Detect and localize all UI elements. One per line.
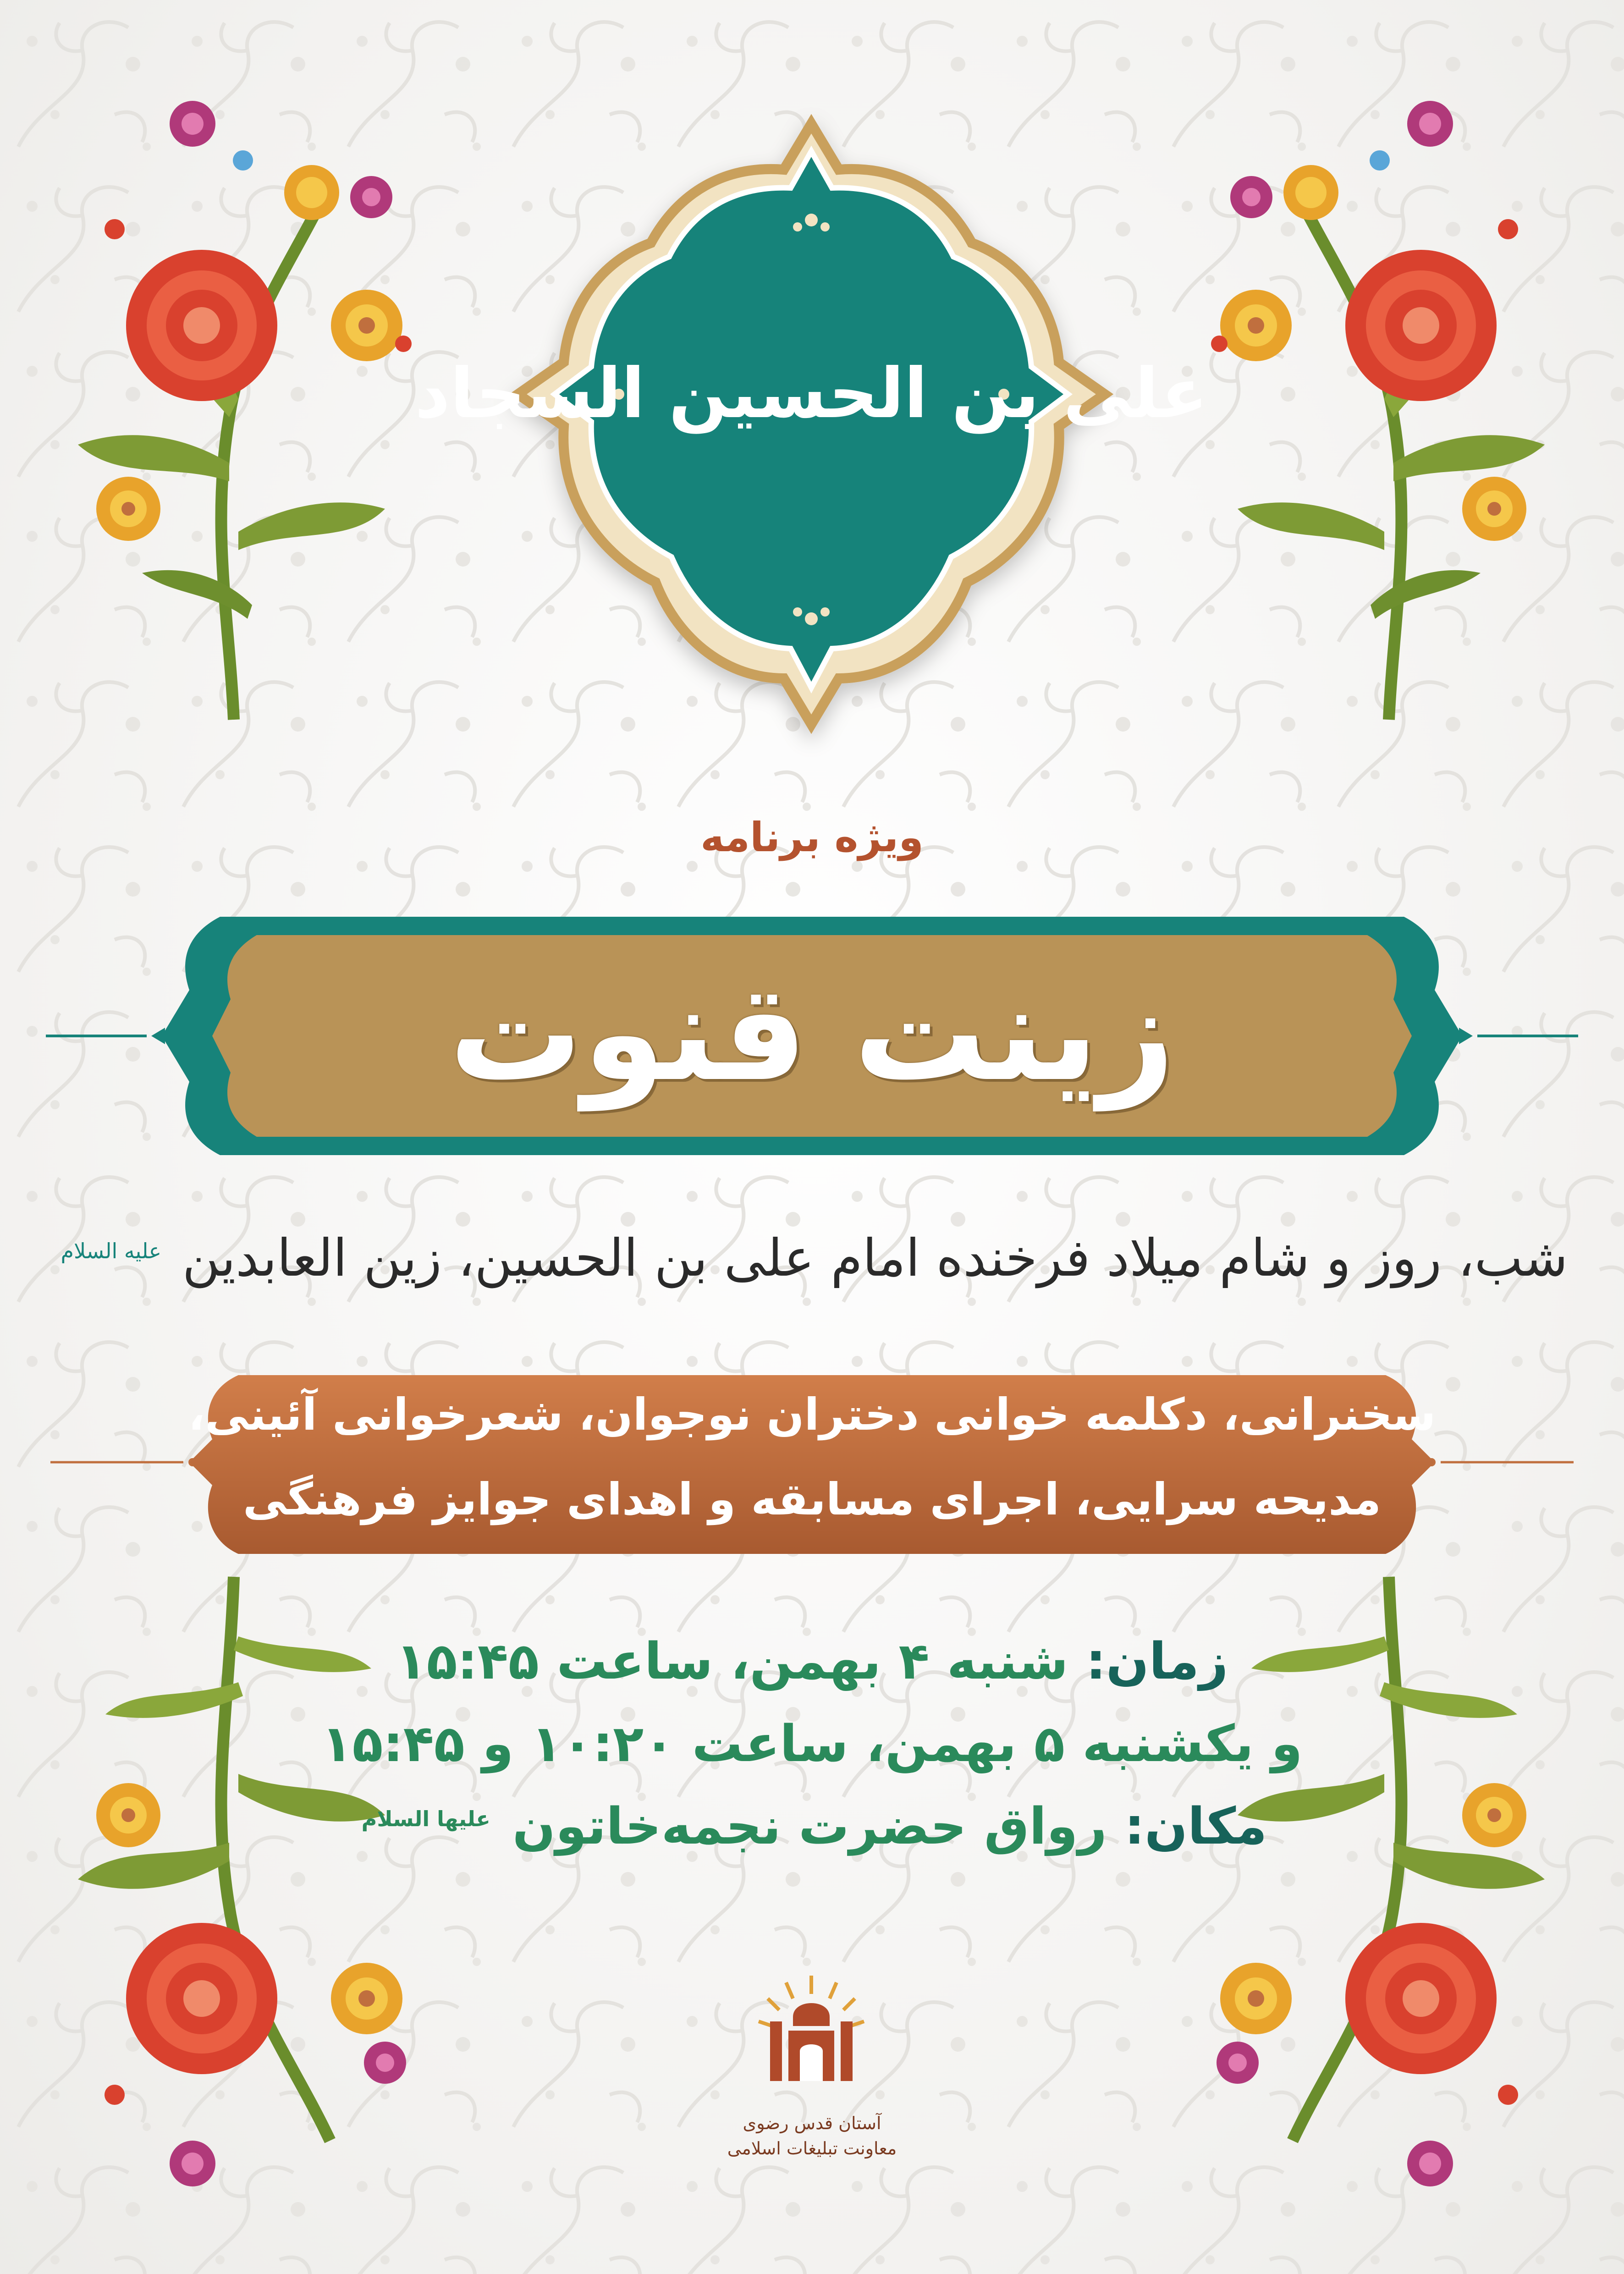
program-kicker: ویژه برنامه bbox=[700, 814, 924, 861]
occasion-line bbox=[0, 1228, 1624, 1288]
honorific-glyph: علیه السلام bbox=[61, 1238, 162, 1263]
floral-ornament-top-right bbox=[1173, 69, 1586, 733]
place-label: مکان: bbox=[1124, 1797, 1267, 1856]
place-line bbox=[0, 1797, 1624, 1856]
occasion-text: شب، روز و شام میلاد فرخنده امام علی بن الحسین، زین العابدین bbox=[182, 1228, 1568, 1288]
time-label: زمان: bbox=[1085, 1632, 1228, 1690]
organizer-logo bbox=[743, 1966, 880, 2118]
program-title: زینت قنوت bbox=[449, 956, 1175, 1111]
flower-bouquet-icon bbox=[1211, 101, 1545, 720]
emblem-medallion bbox=[415, 115, 1208, 802]
time-value-1: شنبه ۴ بهمن، ساعت ۱۵:۴۵ bbox=[396, 1632, 1068, 1690]
activities-line-1: سخنرانی، دکلمه خوانی دختران نوجوان، شعرخوانی آئینی، bbox=[188, 1389, 1436, 1440]
organizer-name: آستان قدس رضوی bbox=[743, 2113, 881, 2133]
time-line-2: و یکشنبه ۵ بهمن، ساعت ۱۰:۲۰ و ۱۵:۴۵ bbox=[321, 1714, 1303, 1773]
floral-ornament-top-left bbox=[37, 69, 449, 733]
activities-line-2: مدیحه سرایی، اجرای مسابقه و اهدای جوایز فرهنگی bbox=[242, 1474, 1381, 1525]
time-line-1 bbox=[0, 1632, 1624, 1690]
emblem-calligraphy: علی بن الحسین السجاد bbox=[415, 354, 1208, 434]
shrine-icon bbox=[770, 2003, 853, 2081]
organizer-department: معاونت تبلیغات اسلامی bbox=[727, 2138, 897, 2158]
flower-bouquet-icon bbox=[78, 101, 412, 720]
honorific-glyph: علیها السلام bbox=[361, 1806, 490, 1832]
place-value: رواق حضرت نجمه‌خاتون bbox=[512, 1797, 1107, 1856]
